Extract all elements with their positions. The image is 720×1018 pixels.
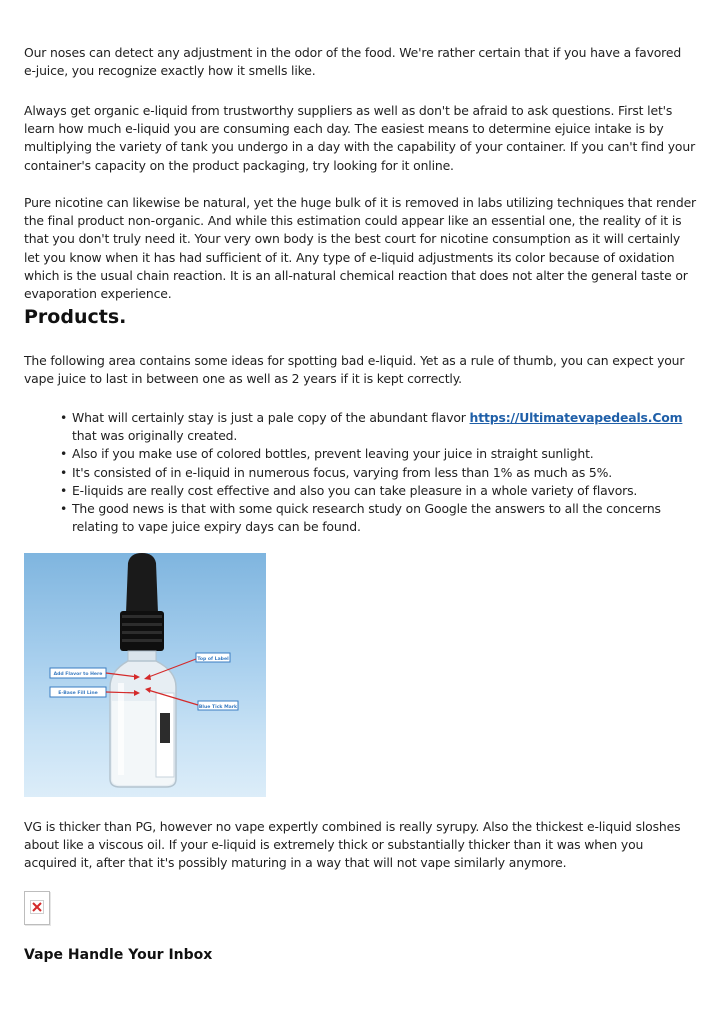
close-icon [30,900,44,914]
list-item: • It's consisted of in e-liquid in numerous focus, varying from less than 1% as much as 5%. [60,464,696,482]
paragraph-bad-eliquid: The following area contains some ideas for spotting bad e-liquid. Yet as a rule of thumb, you can expect your vape juice to last in between one as well as 2 years if it is kept correctly. [24,353,685,387]
list-item: • E-liquids are really cost effective and also you can take pleasure in a whole variety of flavors. [60,482,696,500]
callout-blue-tick-text: Blue Tick Mark [198,705,238,710]
list-item-text: What will certainly stay is just a pale copy of the abundant flavor [72,410,470,425]
paragraph-pure-nicotine: Pure nicotine can likewise be natural, yet the huge bulk of it is removed in labs utilizing techniques that render the final product non-organic. And while this estimation could appear like an essential one, the reality of it is that you don't truly need it. Your very own body is the best court for nicotine consumption as it will certainly let you know when it has had sufficient of it. Any type of e-liquid adjustments its color because of oxidation which is the usual chain reaction. It is an all-natural chemical reaction that does not alter the general taste or evaporation experience. [24,195,696,302]
heading-products: Products. [24,306,127,328]
list-item-text: that was originally created. [72,428,238,444]
ultimatevapedeals-link[interactable]: https://Ultimatevapedeals.Com [469,410,683,425]
paragraph-noses: Our noses can detect any adjustment in the odor of the food. We're rather certain that if you have a favored e-juice, you recognize exactly how it smells like. [24,45,682,79]
dropper-bulb [126,553,158,613]
broken-image-icon [24,891,50,925]
heading-vape-inbox: Vape Handle Your Inbox [24,947,213,963]
callout-top-of-label-text: Top of Label [197,657,229,662]
callout-e-base-fill-text: E-Base Fill Line [58,691,98,696]
eliquid-bottle-image [24,553,266,797]
list-item: • Also if you make use of colored bottles, prevent leaving your juice in straight sunlight. [60,445,696,463]
bottle-illustration [24,553,266,797]
paragraph-organic-eliquid: Always get organic e-liquid from trustworthy suppliers as well as don't be afraid to ask questions. First let's learn how much e-liquid you are consuming each day. The easiest means to determine ejuice intake is by multiplying the variety of tank you undergo in a day with the capability of your container. If you can't find your container's capacity on the product packaging, try looking for it online. [24,103,696,173]
paragraph-vg-pg: VG is thicker than PG, however no vape expertly combined is really syrupy. Also the thickest e-liquid sloshes about like a viscous oil. If your e-liquid is extremely thick or substantially thicker than it was when you acquired it, after that it's possibly maturing in a way that will not vape similarly anymore. [24,819,681,871]
callout-add-flavor-text: Add Flavor to Here [53,672,103,677]
list-item: • The good news is that with some quick research study on Google the answers to all the concerns relating to vape juice expiry days can be found. [60,500,696,536]
list-item [60,409,696,445]
tips-list [60,409,696,536]
